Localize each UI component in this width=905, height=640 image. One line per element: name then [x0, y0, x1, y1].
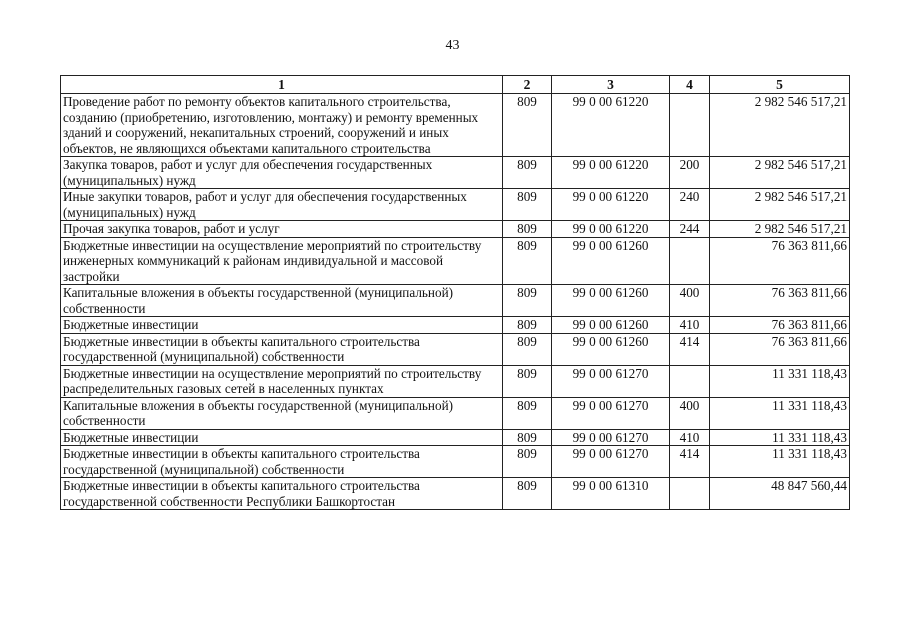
- row-description: Бюджетные инвестиции в объекты капитального строительства государственной (муниципальной) собственности: [61, 333, 503, 365]
- row-description: Прочая закупка товаров, работ и услуг: [61, 221, 503, 238]
- row-description: Бюджетные инвестиции в объекты капитального строительства государственной собственности Республики Башкортостан: [61, 478, 503, 510]
- row-code: 809: [503, 94, 552, 157]
- row-target-item: 99 0 00 61270: [552, 365, 670, 397]
- row-description: Капитальные вложения в объекты государственной (муниципальной) собственности: [61, 397, 503, 429]
- row-expense-type: 244: [670, 221, 710, 238]
- row-target-item: 99 0 00 61220: [552, 221, 670, 238]
- header-col-2: 2: [503, 76, 552, 94]
- table-header-row: [61, 76, 850, 94]
- header-col-4: 4: [670, 76, 710, 94]
- row-code: 809: [503, 221, 552, 238]
- row-target-item: 99 0 00 61220: [552, 94, 670, 157]
- row-code: 809: [503, 429, 552, 446]
- row-expense-type: 200: [670, 157, 710, 189]
- table-row: [61, 446, 850, 478]
- row-description: Бюджетные инвестиции в объекты капитального строительства государственной (муниципальной) собственности: [61, 446, 503, 478]
- row-amount: 11 331 118,43: [710, 397, 850, 429]
- row-amount: 11 331 118,43: [710, 446, 850, 478]
- row-code: 809: [503, 285, 552, 317]
- table-row: [61, 333, 850, 365]
- row-expense-type: 410: [670, 317, 710, 334]
- row-expense-type: [670, 237, 710, 285]
- row-target-item: 99 0 00 61260: [552, 285, 670, 317]
- table-row: [61, 365, 850, 397]
- row-expense-type: 240: [670, 189, 710, 221]
- row-code: 809: [503, 317, 552, 334]
- table-row: [61, 157, 850, 189]
- table-row: [61, 189, 850, 221]
- row-description: Закупка товаров, работ и услуг для обеспечения государственных (муниципальных) нужд: [61, 157, 503, 189]
- table-row: [61, 221, 850, 238]
- row-description: Бюджетные инвестиции: [61, 429, 503, 446]
- row-code: 809: [503, 333, 552, 365]
- row-description: Проведение работ по ремонту объектов капитального строительства, созданию (приобретению, изготовлению, монтажу) и ремонту временных зданий и сооружений, некапитальных строений, сооружений и иных объектов, не являющихся объектами капитального строительства: [61, 94, 503, 157]
- row-code: 809: [503, 397, 552, 429]
- row-description: Бюджетные инвестиции на осуществление мероприятий по строительству распределительных газовых сетей в населенных пунктах: [61, 365, 503, 397]
- row-amount: 11 331 118,43: [710, 429, 850, 446]
- header-col-1: 1: [61, 76, 503, 94]
- row-amount: 11 331 118,43: [710, 365, 850, 397]
- row-expense-type: 414: [670, 446, 710, 478]
- row-target-item: 99 0 00 61260: [552, 333, 670, 365]
- page-number: 43: [445, 38, 460, 53]
- row-amount: 76 363 811,66: [710, 285, 850, 317]
- row-description: Бюджетные инвестиции на осуществление мероприятий по строительству инженерных коммуникаций к районам индивидуальной и массовой застройки: [61, 237, 503, 285]
- row-code: 809: [503, 478, 552, 510]
- row-code: 809: [503, 446, 552, 478]
- table-row: [61, 237, 850, 285]
- row-expense-type: 414: [670, 333, 710, 365]
- row-code: 809: [503, 157, 552, 189]
- row-expense-type: [670, 478, 710, 510]
- row-target-item: 99 0 00 61260: [552, 237, 670, 285]
- row-amount: 2 982 546 517,21: [710, 157, 850, 189]
- row-target-item: 99 0 00 61270: [552, 397, 670, 429]
- row-target-item: 99 0 00 61270: [552, 429, 670, 446]
- row-amount: 76 363 811,66: [710, 237, 850, 285]
- row-description: Капитальные вложения в объекты государственной (муниципальной) собственности: [61, 285, 503, 317]
- row-target-item: 99 0 00 61220: [552, 189, 670, 221]
- row-expense-type: [670, 365, 710, 397]
- row-description: Бюджетные инвестиции: [61, 317, 503, 334]
- table-row: [61, 285, 850, 317]
- row-code: 809: [503, 365, 552, 397]
- table-row: [61, 478, 850, 510]
- table-row: [61, 429, 850, 446]
- row-amount: 2 982 546 517,21: [710, 221, 850, 238]
- table-row: [61, 94, 850, 157]
- row-description: Иные закупки товаров, работ и услуг для обеспечения государственных (муниципальных) нужд: [61, 189, 503, 221]
- table-row: [61, 317, 850, 334]
- row-amount: 2 982 546 517,21: [710, 189, 850, 221]
- row-code: 809: [503, 189, 552, 221]
- row-code: 809: [503, 237, 552, 285]
- table-row: [61, 397, 850, 429]
- header-col-5: 5: [710, 76, 850, 94]
- row-target-item: 99 0 00 61220: [552, 157, 670, 189]
- row-expense-type: [670, 94, 710, 157]
- budget-table: [60, 75, 850, 510]
- table-body: [61, 94, 850, 510]
- row-amount: 2 982 546 517,21: [710, 94, 850, 157]
- row-amount: 76 363 811,66: [710, 333, 850, 365]
- row-target-item: 99 0 00 61310: [552, 478, 670, 510]
- row-target-item: 99 0 00 61260: [552, 317, 670, 334]
- row-expense-type: 400: [670, 397, 710, 429]
- row-expense-type: 410: [670, 429, 710, 446]
- row-amount: 76 363 811,66: [710, 317, 850, 334]
- header-col-3: 3: [552, 76, 670, 94]
- row-amount: 48 847 560,44: [710, 478, 850, 510]
- row-target-item: 99 0 00 61270: [552, 446, 670, 478]
- row-expense-type: 400: [670, 285, 710, 317]
